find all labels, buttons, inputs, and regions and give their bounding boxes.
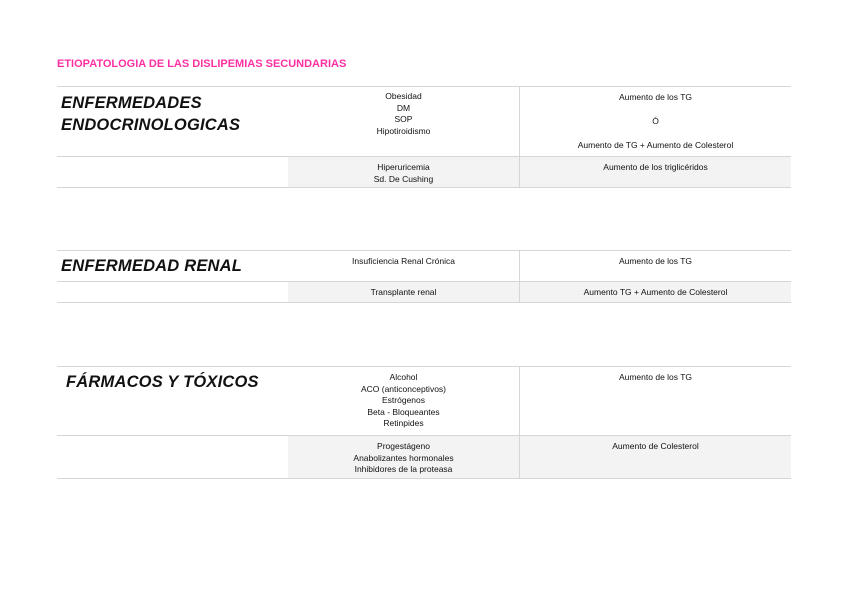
causes-cell — [288, 157, 520, 187]
cause-item: Sd. De Cushing — [373, 173, 434, 184]
section-heading-line: ENFERMEDAD RENAL — [61, 257, 243, 275]
table-row — [57, 156, 791, 188]
effect-item: Aumento de los TG — [618, 92, 693, 102]
table-row — [57, 281, 791, 303]
cause-item: Obesidad — [385, 91, 422, 101]
cause-item: DM — [396, 102, 411, 113]
cause-item: Insuficiencia Renal Crónica — [352, 256, 455, 266]
cause-item: Hipotiroidismo — [376, 125, 431, 136]
effects-cell — [520, 87, 791, 156]
cause-item: Hiperuricemia — [377, 162, 430, 172]
effects-cell — [520, 367, 791, 435]
cause-item: Retinpides — [383, 418, 424, 428]
section-heading-line: ENFERMEDADES — [61, 94, 202, 112]
causes-cell — [288, 251, 520, 281]
document-title: ETIOPATOLOGIA DE LAS DISLIPEMIAS SECUNDARIAS — [57, 58, 347, 70]
section-heading-line: ENDOCRINOLOGICAS — [61, 116, 241, 134]
effect-item: Aumento de los TG — [618, 372, 693, 382]
causes-cell — [288, 282, 520, 302]
effects-cell — [520, 282, 791, 302]
effect-item: Aumento de TG + Aumento de Colesterol — [577, 140, 734, 150]
section-renal — [57, 250, 791, 303]
effects-cell — [520, 157, 791, 187]
causes-cell — [288, 87, 520, 156]
effect-item: Aumento de los TG — [618, 256, 693, 266]
section-endocrine — [57, 86, 791, 188]
cause-item: Anabolizantes hormonales — [353, 452, 454, 463]
cause-item: Inhibidores de la proteasa — [354, 464, 453, 474]
table-row — [57, 250, 791, 281]
effect-item: Ó — [652, 116, 659, 126]
cause-item: ACO (anticonceptivos) — [360, 383, 447, 394]
causes-cell — [288, 436, 520, 478]
cause-item: Progestágeno — [377, 441, 430, 451]
section-heading-line: FÁRMACOS Y TÓXICOS — [66, 373, 259, 391]
causes-cell — [288, 367, 520, 435]
table-row — [57, 366, 791, 435]
effects-cell — [520, 251, 791, 281]
table-row — [57, 86, 791, 156]
effects-cell — [520, 436, 791, 478]
effect-item: Aumento de los triglicéridos — [603, 162, 708, 172]
cause-item: Transplante renal — [370, 287, 437, 297]
cause-item: Alcohol — [389, 372, 418, 382]
cause-item: Beta - Bloqueantes — [367, 406, 440, 417]
section-drugs-toxics — [57, 366, 791, 479]
effect-item: Aumento de Colesterol — [612, 441, 699, 451]
effect-item: Aumento TG + Aumento de Colesterol — [583, 287, 728, 297]
cause-item: Estrógenos — [382, 395, 425, 405]
table-row — [57, 435, 791, 479]
cause-item: SOP — [394, 114, 413, 124]
